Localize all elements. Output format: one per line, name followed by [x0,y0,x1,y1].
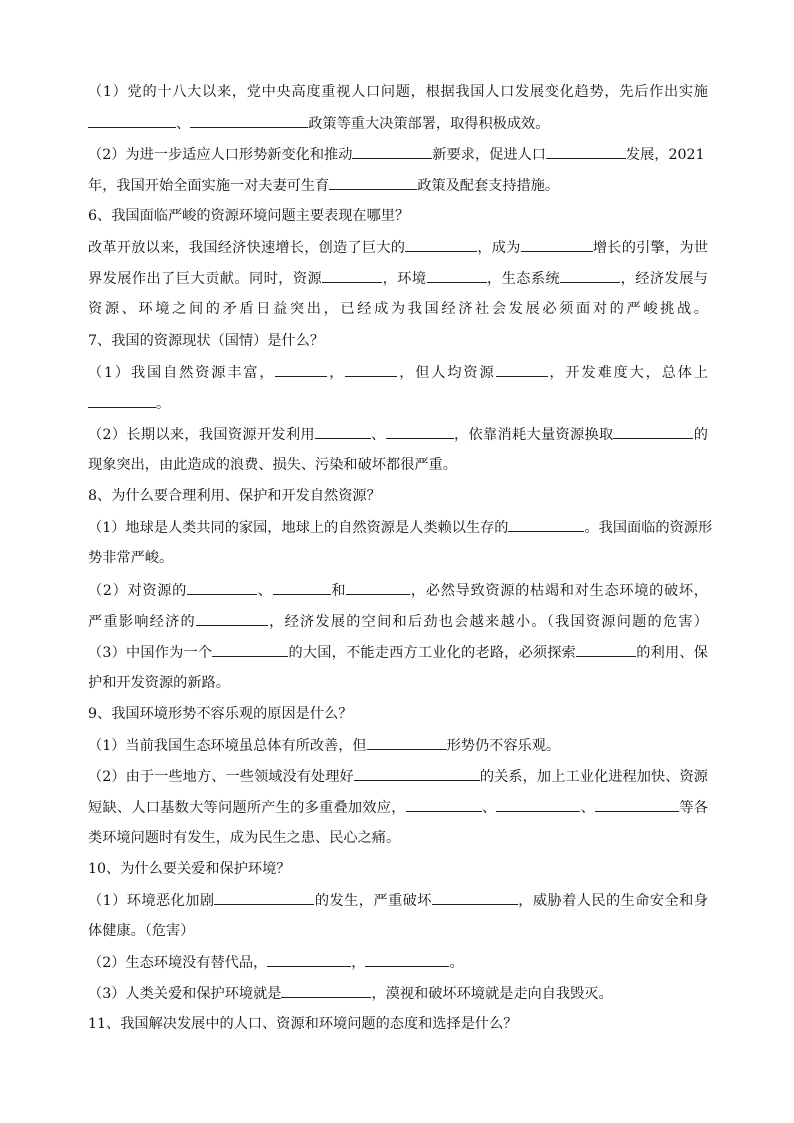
line-text: 11、我国解决发展中的人口、资源和环境问题的态度和选择是什么？ [88,1016,518,1032]
fill-in-blank[interactable] [521,237,593,252]
fill-in-blank[interactable] [354,766,480,781]
fill-in-blank[interactable] [267,952,351,967]
fill-in-blank[interactable] [367,735,447,750]
line-text: 发展，2021 [625,147,705,163]
fill-in-blank[interactable] [546,144,626,159]
text-line [88,268,708,289]
line-text: ， [351,955,366,971]
fill-in-blank[interactable] [560,268,620,283]
fill-in-blank[interactable] [365,952,449,967]
text-line [88,362,708,383]
fill-in-blank[interactable] [352,144,432,159]
text-line [88,704,708,724]
line-text: 现象突出，由此造成的浪费、损失、污染和破坏都很严重。 [88,457,457,473]
text-line [88,580,708,601]
line-text: 增长的引擎，为世 [592,240,708,256]
line-text: （1）当前我国生态环境虽总体有所改善，但 [88,738,367,754]
fill-in-blank[interactable] [508,517,584,532]
line-text: 等各 [679,800,708,816]
line-text: 体健康。（危害） [88,923,195,939]
line-text: ， [327,365,346,381]
line-text: ，经济发展的空间和后劲也会越来越小。（我国资源问题的危害） [267,614,708,630]
fill-in-blank[interactable] [406,797,482,812]
text-line [88,797,708,818]
text-line [88,611,708,632]
fill-in-blank[interactable] [427,268,487,283]
text-line [88,1014,708,1034]
fill-in-blank[interactable] [595,797,679,812]
line-text: ，依靠消耗大量资源换取 [453,427,614,443]
text-line [88,983,708,1004]
fill-in-blank[interactable] [432,890,518,905]
fill-in-blank[interactable] [613,424,693,439]
text-line [88,735,708,756]
text-line [88,673,708,693]
fill-in-blank[interactable] [386,424,454,439]
text-line [88,548,708,568]
line-text: 新要求，促进人口 [432,147,546,163]
line-text: 的利用、保 [636,645,708,661]
line-text: （2）对资源的 [88,583,188,599]
line-text: （2）由于一些地方、一些领域没有处理好 [88,769,354,785]
line-text: ，必然导致资源的枯竭和对生态环境的破坏， [410,583,708,599]
line-text: （2）长期以来，我国资源开发利用 [88,427,315,443]
line-text: 短缺、人口基数大等问题所产生的多重叠加效应， [88,800,406,816]
line-text: 、 [481,800,497,816]
line-text: ，漠视和破坏环境就是走向自我毁灭。 [371,986,613,1002]
text-line [88,393,708,414]
line-text: ，成为 [477,240,521,256]
line-text: 、 [580,800,596,816]
fill-in-blank[interactable] [88,393,156,408]
line-text: 年，我国开始全面实施一对夫妻可生育 [88,178,330,194]
line-text: （1）环境恶化加剧 [88,893,215,909]
line-text: ，生态系统 [486,271,561,287]
line-text: （3）中国作为一个 [88,645,213,661]
line-text: ，经济发展与 [620,271,708,287]
fill-in-blank[interactable] [346,580,410,595]
fill-in-blank[interactable] [322,268,382,283]
line-text: 资源、环境之间的矛盾日益突出，已经成为我国经济社会发展必须面对的严峻挑战。 [88,301,708,317]
line-text: （2）为进一步适应人口形势新变化和推动 [88,147,353,163]
line-text: （1）党的十八大以来，党中央高度重视人口问题，根据我国人口发展变化趋势，先后作出实施 [88,84,708,100]
line-text: 势非常严峻。 [88,550,174,566]
line-text: ，环境 [382,271,427,287]
line-text: 类环境问题时有发生，成为民生之患、民心之痛。 [88,830,401,846]
fill-in-blank[interactable] [190,113,308,128]
text-line [88,952,708,973]
fill-in-blank[interactable] [273,580,331,595]
fill-in-blank[interactable] [576,642,636,657]
line-text: 。 [449,955,464,971]
line-text: 、 [176,116,191,132]
line-text: 护和开发资源的新路。 [88,675,230,691]
text-line [88,424,708,445]
text-line [88,486,708,506]
line-text: 形势仍不容乐观。 [446,738,561,754]
fill-in-blank[interactable] [214,890,314,905]
line-text: 。我国面临的资源形 [584,520,713,536]
line-text: 7、我国的资源现状（国情）是什么？ [88,333,325,349]
text-line [88,766,708,787]
text-line [88,175,708,196]
line-text: 改革开放以来，我国经济快速增长，创造了巨大的 [88,240,406,256]
text-line [88,331,708,351]
line-text: 、 [370,427,386,443]
line-text: 10、为什么要关爱和保护环境？ [88,861,291,877]
line-text: （3）人类关爱和保护环境就是 [88,986,282,1002]
line-text: 政策等重大决策部署，取得积极成效。 [308,116,550,132]
line-text: 的 [693,427,708,443]
line-text: （2）生态环境没有替代品， [88,955,268,971]
line-text: 6、我国面临严峻的资源环境问题主要表现在哪里？ [88,208,410,224]
line-text: （1）地球是人类共同的家园，地球上的自然资源是人类赖以生存的 [88,520,509,536]
line-text: 界发展作出了巨大贡献。同时，资源 [88,271,323,287]
text-line [88,642,708,663]
fill-in-blank[interactable] [187,580,257,595]
line-text: 严重影响经济的 [88,614,196,630]
line-text: ，但人均资源 [397,365,496,381]
line-text: 的发生，严重破坏 [314,893,432,909]
text-line [88,890,708,911]
text-line [88,144,708,165]
line-text: 、 [257,583,273,599]
fill-in-blank[interactable] [405,237,477,252]
text-line [88,517,713,538]
fill-in-blank[interactable] [496,797,580,812]
fill-in-blank[interactable] [496,362,548,377]
text-line [88,859,708,879]
line-text: （1）我国自然资源丰富， [88,365,276,381]
fill-in-blank[interactable] [281,983,371,998]
fill-in-blank[interactable] [345,362,397,377]
text-line [88,921,708,941]
fill-in-blank[interactable] [196,611,268,626]
text-line [88,113,708,134]
line-text: 的关系，加上工业化进程加快、资源 [479,769,708,785]
fill-in-blank[interactable] [315,424,371,439]
line-text: 8、为什么要合理利用、保护和开发自然资源？ [88,488,381,504]
text-line [88,237,708,258]
line-text: 9、我国环境形势不容乐观的原因是什么？ [88,706,353,722]
text-line [88,828,708,848]
line-text: ，开发难度大，总体上 [547,365,708,381]
text-line [88,82,708,102]
fill-in-blank[interactable] [88,113,176,128]
line-text: ，威胁着人民的生命安全和身 [517,893,708,909]
fill-in-blank[interactable] [275,362,327,377]
text-line [88,206,708,226]
fill-in-blank[interactable] [329,175,417,190]
line-text: 政策及配套支持措施。 [417,178,560,194]
text-line [88,299,708,319]
line-text: 的大国，不能走西方工业化的老路，必须探索 [288,645,577,661]
line-text: 。 [156,396,171,412]
fill-in-blank[interactable] [212,642,288,657]
line-text: 和 [330,583,347,599]
text-line [88,455,708,475]
